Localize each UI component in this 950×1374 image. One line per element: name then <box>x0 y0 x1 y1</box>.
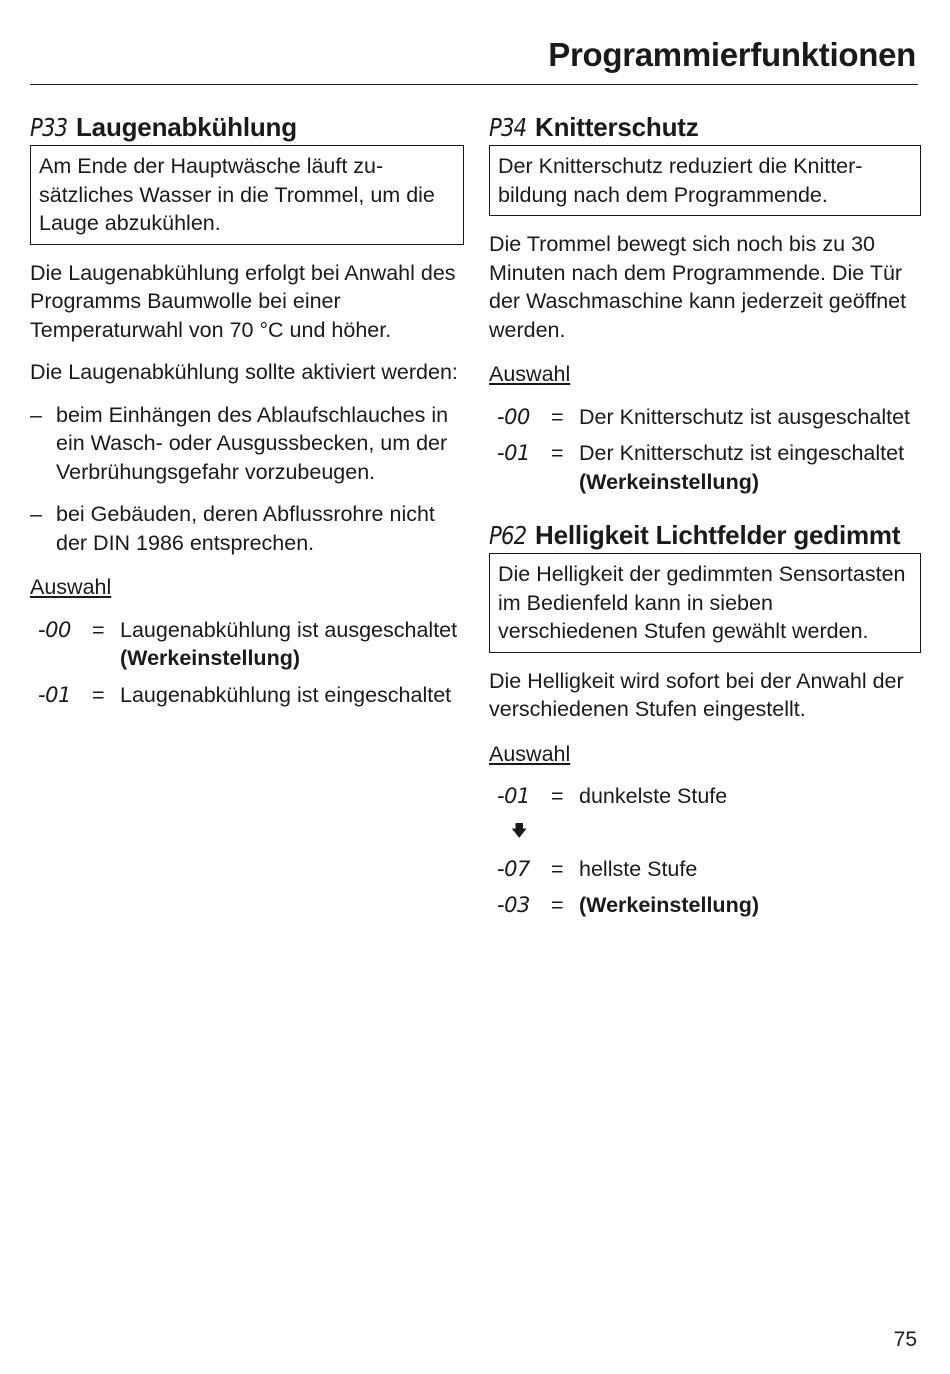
equals-sign: = <box>92 682 105 707</box>
option-row <box>489 855 921 884</box>
section-title: Knitterschutz <box>535 112 699 142</box>
options-list <box>30 616 464 710</box>
option-row <box>30 616 464 673</box>
option-code: -00 <box>38 617 71 642</box>
equals-sign: = <box>92 617 105 642</box>
paragraph: Die Laugenabkühlung erfolgt bei Anwahl des Programms Baumwolle bei einer Temperaturwahl von 70 °C und höher. <box>30 260 456 342</box>
page-title: Programmierfunktionen <box>548 36 916 73</box>
section-heading <box>30 110 464 145</box>
option-code: -01 <box>38 682 71 707</box>
program-code: P33 <box>30 113 68 142</box>
section-heading <box>489 110 921 145</box>
paragraph: Die Laugenabkühlung sollte aktiviert werden: <box>30 360 458 384</box>
option-text <box>579 403 910 432</box>
default-setting-label: (Werkeinstellung) <box>579 893 759 917</box>
bullet-list <box>30 401 464 558</box>
default-setting-label: (Werkeinstellung) <box>579 469 759 494</box>
section-p62 <box>489 518 921 920</box>
section-title: Laugenabkühlung <box>76 112 297 142</box>
option-row <box>30 681 464 710</box>
option-description: Laugenabkühlung ist eingeschaltet <box>120 682 452 707</box>
option-code: -07 <box>497 856 530 881</box>
dash-marker: – <box>30 502 42 526</box>
paragraph: Die Helligkeit wird sofort bei der Anwahl der verschiedenen Stufen eingestellt. <box>489 668 904 721</box>
option-code: -01 <box>497 441 530 465</box>
option-text <box>579 782 727 811</box>
option-description: Der Knitterschutz ist eingeschaltet <box>579 441 905 465</box>
option-text <box>579 891 759 920</box>
range-arrow <box>489 819 921 845</box>
section-p33 <box>30 110 464 717</box>
options-list <box>489 403 921 497</box>
section-title: Helligkeit Lichtfelder gedimmt <box>535 520 901 550</box>
list-item-text: bei Gebäuden, deren Abflussrohre nicht der DIN 1986 entsprechen. <box>56 502 435 555</box>
option-row <box>489 891 921 920</box>
option-description: dunkelste Stufe <box>579 784 728 808</box>
option-row <box>489 439 921 496</box>
section-heading <box>489 518 921 553</box>
list-item <box>30 401 464 487</box>
header-divider <box>30 84 918 85</box>
option-text <box>120 616 464 673</box>
list-item <box>30 500 464 557</box>
option-text <box>579 855 697 884</box>
info-box: Am Ende der Hauptwäsche läuft zusätzliches Wasser in die Trommel, um die Lauge abzukühlen. <box>30 145 464 245</box>
info-box: Die Helligkeit der gedimmten Sensortasten im Bedienfeld kann in sieben verschiedenen Stufen gewählt werden. <box>489 553 921 653</box>
dash-marker: – <box>30 402 42 427</box>
arrow-down-icon: 🡇 <box>511 822 528 840</box>
program-code: P62 <box>489 521 527 550</box>
equals-sign: = <box>551 856 564 881</box>
section-p34 <box>489 110 921 496</box>
option-description: Der Knitterschutz ist ausgeschaltet <box>579 404 911 429</box>
paragraph: Die Trommel bewegt sich noch bis zu 30 Minuten nach dem Programmende. Die Tür der Waschmaschine kann jederzeit geöffnet werden. <box>489 232 907 342</box>
info-box: Der Knitterschutz reduziert die Knitterbildung nach dem Programmende. <box>489 145 921 216</box>
option-description: Laugenabkühlung ist ausgeschaltet <box>120 617 458 642</box>
option-text <box>120 681 451 710</box>
option-description: hellste Stufe <box>579 856 698 881</box>
option-row <box>489 782 921 811</box>
list-item-text: beim Einhängen des Ablaufschlauches in ein Wasch- oder Ausgussbecken, um der Verbrühungsgefahr vorzubeugen. <box>56 402 449 484</box>
page-number: 75 <box>893 1328 917 1351</box>
right-column <box>489 110 921 928</box>
option-text <box>579 439 921 496</box>
equals-sign: = <box>551 441 564 465</box>
equals-sign: = <box>551 893 564 917</box>
selection-heading: Auswahl <box>30 575 112 599</box>
selection-heading: Auswahl <box>489 741 571 766</box>
option-code: -03 <box>497 893 530 917</box>
option-row <box>489 403 921 432</box>
default-setting-label: (Werkeinstellung) <box>120 646 300 670</box>
option-code: -00 <box>497 404 530 429</box>
option-code: -01 <box>497 784 530 808</box>
options-list <box>489 782 921 920</box>
selection-heading: Auswahl <box>489 362 571 386</box>
equals-sign: = <box>551 784 564 808</box>
equals-sign: = <box>551 404 564 429</box>
program-code: P34 <box>489 113 527 142</box>
